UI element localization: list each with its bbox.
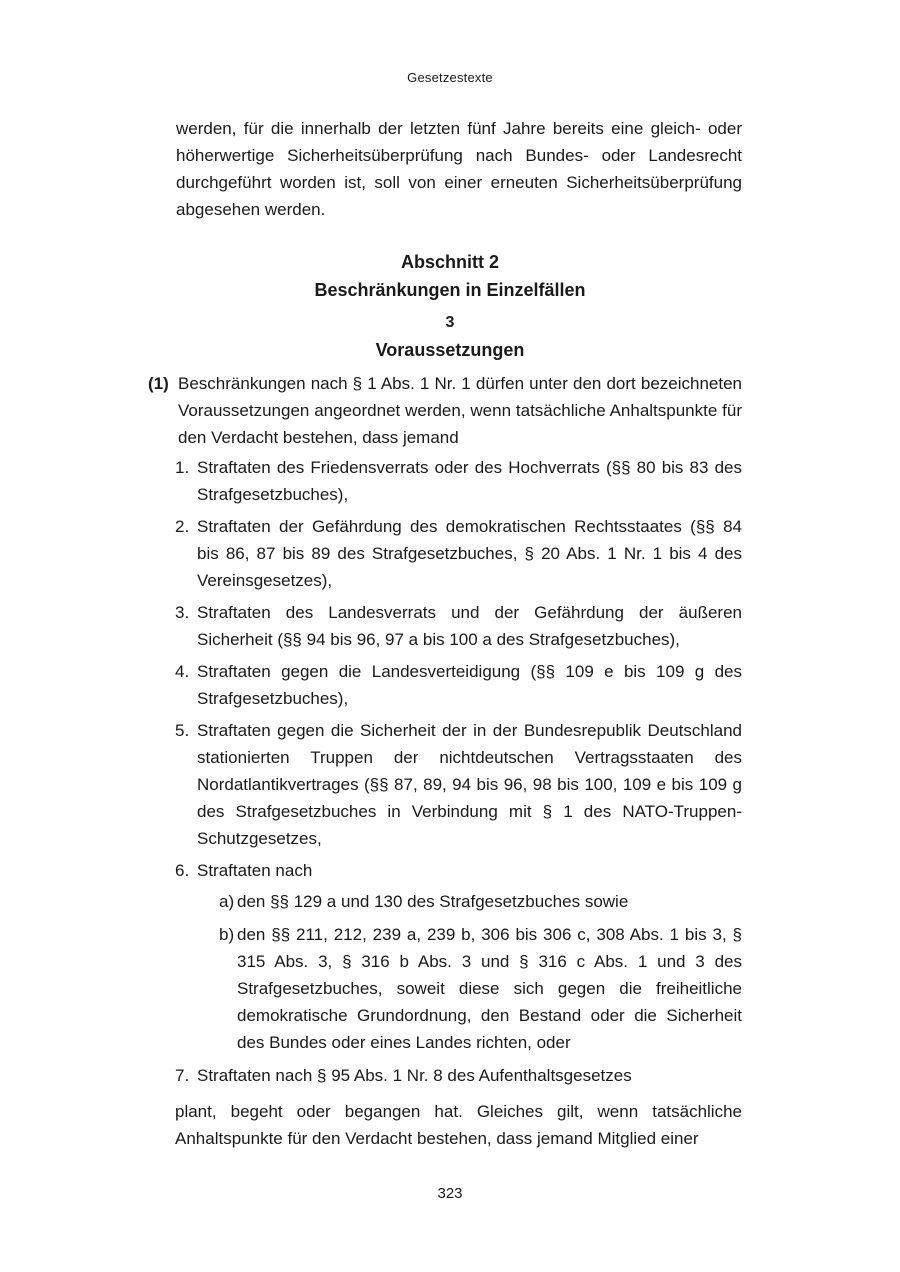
list-item-text: Straftaten des Friedensverrats oder des Hochverrats (§§ 80 bis 83 des Strafgesetzbuches), — [197, 458, 742, 504]
article-number: 3 — [445, 314, 455, 331]
list-item-number: 7. — [175, 1066, 190, 1085]
list-item-text: Straftaten des Landesverrats und der Gefährdung der äußeren Sicherheit (§§ 94 bis 96, 97 a bis 100 a des Strafgesetzbuches), — [197, 603, 742, 649]
sub-item-text: den §§ 129 a und 130 des Strafgesetzbuches sowie — [237, 892, 629, 911]
sub-item-text: den §§ 211, 212, 239 a, 239 b, 306 bis 306 c, 308 Abs. 1 bis 3, § 315 Abs. 3, § 316 b Abs. 3 und § 316 c Abs. 1 und 3 des Strafgesetzbuches, soweit diese sich gegen die freiheitliche demokratische Grundordnung, den Bestand oder die Sicherheit des Bundes oder eines Landes richten, oder — [237, 925, 742, 1052]
list-item-text: Straftaten gegen die Sicherheit der in der Bundesrepublik Deutschland stationierten Truppen der nichtdeutschen Vertragsstaaten des Nordatlantikvertrages (§§ 87, 89, 94 bis 96, 98 bis 100, 109 e bis 109 g des Strafgesetzbuches in Verbindung mit § 1 des NATO-Truppen-Schutzgesetzes, — [197, 721, 742, 848]
sub-item-letter: b) — [219, 925, 235, 944]
list-item-number: 6. — [175, 861, 190, 880]
list-item — [175, 599, 742, 653]
sub-item — [219, 888, 742, 915]
list-item-number: 2. — [175, 517, 190, 536]
list-item — [175, 454, 742, 508]
closing-paragraph: plant, begeht oder begangen hat. Gleiches gilt, wenn tatsächliche Anhaltspunkte für den Verdacht bestehen, dass jemand Mitglied einer — [175, 1102, 742, 1148]
list-item-text: Straftaten nach § 95 Abs. 1 Nr. 8 des Aufenthaltsgesetzes — [197, 1066, 632, 1085]
offense-list — [175, 454, 742, 1094]
sub-item — [219, 921, 742, 1056]
list-item-text: Straftaten nach — [197, 861, 313, 880]
list-item-text: Straftaten gegen die Landesverteidigung (§§ 109 e bis 109 g des Strafgesetzbuches), — [197, 662, 742, 708]
section-label: Abschnitt 2 — [400, 252, 499, 272]
article-heading: Voraussetzungen — [375, 340, 525, 360]
list-item-number: 3. — [175, 603, 190, 622]
paragraph-text: Beschränkungen nach § 1 Abs. 1 Nr. 1 dürfen unter den dort bezeichneten Voraussetzungen angeordnet werden, wenn tatsächliche Anhaltspunkte für den Verdacht bestehen, dass jemand — [178, 374, 742, 447]
list-item-number: 4. — [175, 662, 190, 681]
list-item-number: 1. — [175, 458, 190, 477]
list-item — [175, 658, 742, 712]
intro-paragraph: werden, für die innerhalb der letzten fünf Jahre bereits eine gleich- oder höherwertige Sicherheitsüberprüfung nach Bundes- oder Landesrecht durchgeführt worden ist, soll von einer erneuten Sicherheitsüberprüfung abgesehen werden. — [176, 119, 742, 219]
paragraph-number: (1) — [148, 374, 169, 393]
list-item — [175, 717, 742, 852]
list-item — [175, 513, 742, 594]
list-item — [175, 1062, 742, 1089]
list-item-text: Straftaten der Gefährdung des demokratischen Rechtsstaates (§§ 84 bis 86, 87 bis 89 des Strafgesetzbuches, § 20 Abs. 1 Nr. 1 bis 4 des Vereinsgesetzes), — [197, 517, 742, 590]
section-title: Beschränkungen in Einzelfällen — [314, 280, 586, 300]
list-item — [175, 857, 742, 1056]
paragraph-1 — [148, 370, 742, 451]
sub-item-letter: a) — [219, 892, 235, 911]
page-number: 323 — [437, 1185, 463, 1202]
running-header: Gesetzestexte — [407, 70, 493, 85]
list-item-number: 5. — [175, 721, 190, 740]
